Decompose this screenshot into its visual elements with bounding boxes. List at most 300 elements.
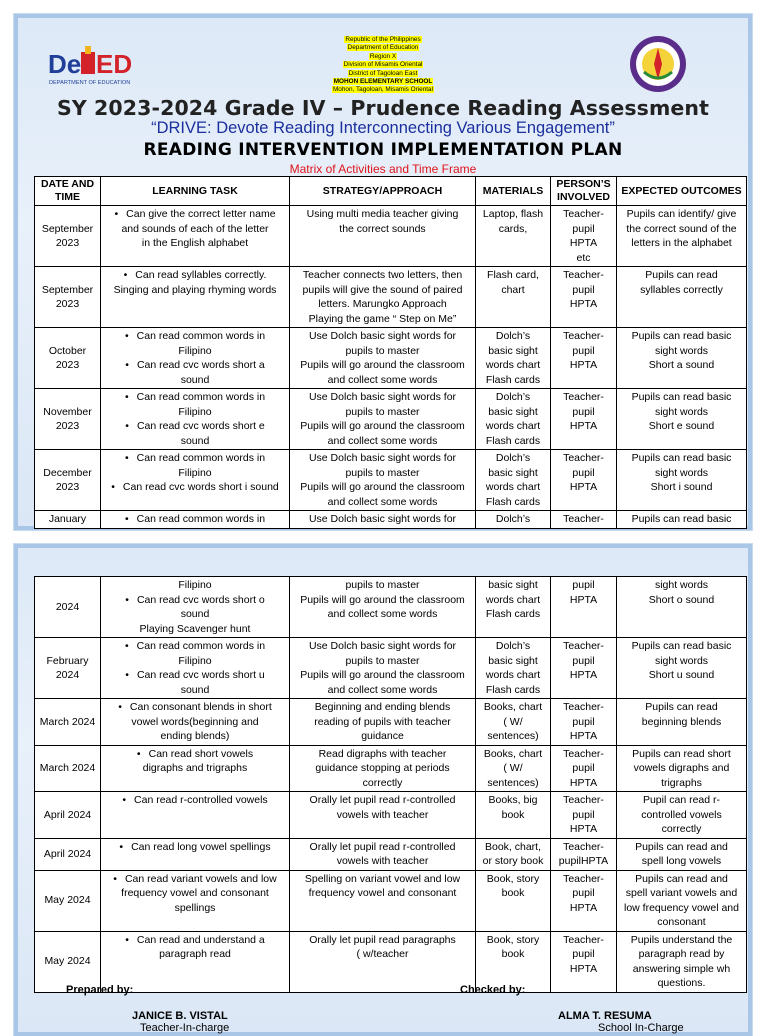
cell-line: words chart — [485, 669, 541, 681]
cell-line: pupil — [572, 283, 595, 296]
prepared-by-name: JANICE B. VISTAL — [132, 1010, 228, 1022]
cell-line: Pupils can read basic — [631, 330, 732, 342]
table-row — [35, 792, 747, 839]
cell-line: Use Dolch basic sight words for — [308, 640, 457, 652]
cell-line: Teacher- — [563, 391, 604, 403]
table-row — [35, 389, 747, 450]
cell-line: book — [501, 948, 525, 960]
date-cell: October 2023 — [35, 328, 101, 389]
cell-line: sight words — [654, 466, 709, 479]
learning-task-cell — [101, 389, 290, 450]
date-cell: March 2024 — [35, 745, 101, 792]
materials-cell — [476, 267, 551, 328]
cell-line: Dolch’s — [495, 452, 531, 464]
persons-cell — [551, 511, 617, 529]
cell-line: Short i sound — [650, 481, 713, 493]
cell-line: Pupils can identify/ give — [626, 208, 737, 220]
cell-line: Teacher- — [563, 513, 604, 525]
table-row — [35, 577, 747, 638]
cell-line: basic sight — [488, 654, 538, 667]
learning-task-cell — [101, 511, 290, 529]
materials-cell — [476, 450, 551, 511]
cell-line: etc — [576, 251, 591, 264]
cell-line: basic sight — [488, 405, 538, 418]
task-line: in the English alphabet — [141, 237, 249, 249]
learning-task-cell — [101, 206, 290, 267]
cell-line: Teacher- — [563, 794, 604, 806]
date-cell: September 2023 — [35, 267, 101, 328]
outcomes-cell — [617, 870, 747, 931]
persons-cell — [551, 838, 617, 870]
cell-line: Pupils can read and — [635, 872, 728, 885]
cell-line: book — [501, 887, 525, 899]
cell-line: Pupils can read basic — [631, 391, 732, 403]
cell-line: HPTA — [569, 776, 598, 789]
task-line: sound — [180, 373, 210, 386]
persons-cell — [551, 389, 617, 450]
table-row — [35, 931, 747, 992]
cell-line: cards, — [498, 222, 528, 235]
task-line: • Can read cvc words short u — [103, 668, 287, 683]
cell-line: spell variant vowels and — [625, 887, 738, 899]
table-header-row — [35, 177, 747, 206]
strategy-cell — [290, 577, 476, 638]
cell-line: Pupils can read basic — [631, 513, 732, 525]
learning-task-cell — [101, 745, 290, 792]
materials-cell — [476, 745, 551, 792]
persons-cell — [551, 450, 617, 511]
cell-line: vowels with teacher — [336, 808, 429, 821]
learning-task-cell — [101, 931, 290, 992]
cell-line: Dolch’s — [495, 640, 531, 652]
cell-line: Teacher- — [563, 872, 604, 885]
cell-line: answering simple wh — [632, 962, 731, 975]
task-line: • Can read cvc words short i sound — [103, 480, 287, 495]
date-cell: November 2023 — [35, 389, 101, 450]
cell-line: Dolch’s — [495, 513, 531, 525]
cell-line: sight words — [654, 579, 709, 591]
cell-line: chart — [501, 283, 525, 296]
cell-line: Pupils can read and — [635, 840, 728, 853]
strategy-cell — [290, 745, 476, 792]
cell-line: low frequency vowel and — [624, 901, 739, 914]
task-line: Singing and playing rhyming words — [113, 283, 277, 296]
learning-task-cell — [101, 870, 290, 931]
cell-line: the correct sounds — [339, 222, 426, 235]
cell-line: HPTA — [569, 593, 598, 606]
cell-line: pupils to master — [345, 466, 420, 479]
strategy-cell — [290, 267, 476, 328]
cell-line: Orally let pupil read paragraphs — [309, 933, 456, 946]
outcomes-cell — [617, 206, 747, 267]
materials-cell — [476, 638, 551, 699]
learning-task-cell — [101, 638, 290, 699]
column-header: LEARNING TASK — [101, 177, 290, 206]
task-line: ending blends) — [160, 730, 230, 742]
checked-by-name: ALMA T. RESUMA — [558, 1010, 652, 1022]
task-line: paragraph read — [159, 948, 231, 960]
task-line: Filipino — [178, 466, 212, 479]
learning-task-cell — [101, 328, 290, 389]
cell-line: questions. — [657, 977, 706, 989]
materials-cell — [476, 792, 551, 839]
cell-line: letters in the alphabet — [631, 237, 732, 249]
task-line: sound — [180, 608, 210, 620]
cell-line: Playing the game “ Step on Me” — [308, 312, 457, 325]
task-line: • Can read cvc words short o — [103, 593, 287, 608]
cell-line: Dolch’s — [495, 391, 531, 403]
cell-line: Short e sound — [648, 420, 715, 432]
task-line: vowel words(beginning and — [131, 715, 259, 728]
cell-line: controlled vowels — [641, 808, 722, 821]
cell-line: HPTA — [569, 823, 598, 835]
strategy-cell — [290, 870, 476, 931]
task-line: Playing Scavenger hunt — [139, 622, 251, 635]
cell-line: vowels with teacher — [336, 855, 429, 867]
task-line: • Can read short vowels — [103, 747, 287, 762]
prepared-by-title: Teacher-In-charge — [140, 1022, 230, 1034]
persons-cell — [551, 328, 617, 389]
cell-line: spell long vowels — [641, 855, 722, 867]
cell-line: Pupils will go around the classroom — [300, 481, 465, 493]
table-row — [35, 267, 747, 328]
table-row — [35, 870, 747, 931]
materials-cell — [476, 389, 551, 450]
cell-line: Use Dolch basic sight words for — [308, 513, 457, 525]
table-row — [35, 206, 747, 267]
cell-line: paragraph read by — [638, 948, 725, 960]
learning-task-cell — [101, 267, 290, 328]
cell-line: ( w/teacher — [356, 948, 409, 960]
svg-text:De: De — [48, 49, 82, 79]
cell-line: Pupils can read basic — [631, 640, 732, 652]
cell-line: consonant — [657, 916, 706, 928]
cell-line: pupils to master — [345, 654, 420, 667]
outcomes-cell — [617, 577, 747, 638]
cell-line: Short o sound — [648, 593, 715, 606]
persons-cell — [551, 577, 617, 638]
task-line: • Can read common words in — [103, 329, 287, 344]
cell-line: Pupils can read short — [632, 747, 731, 760]
cell-line: Use Dolch basic sight words for — [308, 391, 457, 403]
cell-line: Flash cards — [485, 373, 541, 386]
school-name: MOHON ELEMENTARY SCHOOL — [333, 78, 433, 86]
svg-text:DEPARTMENT OF EDUCATION: DEPARTMENT OF EDUCATION — [49, 80, 131, 86]
cell-line: HPTA — [569, 237, 598, 249]
column-header: EXPECTED OUTCOMES — [617, 177, 747, 206]
strategy-cell — [290, 511, 476, 529]
prepared-by-label: Prepared by: — [66, 984, 134, 996]
cell-line: guidance — [361, 730, 404, 742]
header-line: Division of Misamis Oriental — [343, 61, 423, 69]
cell-line: Pupils can read — [645, 269, 718, 281]
outcomes-cell — [617, 792, 747, 839]
strategy-cell — [290, 450, 476, 511]
cell-line: guidance stopping at periods — [315, 762, 450, 774]
cell-line: letters. Marungko Approach — [318, 298, 447, 310]
outcomes-cell — [617, 389, 747, 450]
cell-line: HPTA — [569, 298, 598, 310]
cell-line: and collect some words — [327, 683, 438, 696]
cell-line: Teacher- — [563, 701, 604, 713]
strategy-cell — [290, 206, 476, 267]
cell-line: Books, big — [488, 794, 538, 806]
materials-cell — [476, 511, 551, 529]
checked-by-label: Checked by: — [460, 984, 526, 996]
cell-line: Book, story — [486, 872, 540, 885]
cell-line: Short a sound — [648, 359, 715, 371]
cell-line: basic sight — [488, 579, 538, 591]
cell-line: HPTA — [569, 420, 598, 432]
date-cell: May 2024 — [35, 870, 101, 931]
outcomes-cell — [617, 511, 747, 529]
materials-cell — [476, 870, 551, 931]
outcomes-cell — [617, 328, 747, 389]
cell-line: Use Dolch basic sight words for — [308, 452, 457, 464]
cell-line: and collect some words — [327, 434, 438, 447]
cell-line: Flash cards — [485, 608, 541, 620]
cell-line: pupil — [572, 762, 595, 774]
date-cell: 2024 — [35, 577, 101, 638]
cell-line: or story book — [482, 855, 544, 867]
cell-line: and collect some words — [327, 608, 438, 620]
cell-line: sentences) — [487, 776, 539, 789]
task-line: Filipino — [178, 405, 212, 418]
cell-line: words chart — [485, 593, 541, 606]
outcomes-cell — [617, 931, 747, 992]
outcomes-cell — [617, 838, 747, 870]
agency-header — [18, 36, 748, 95]
cell-line: pupils to master — [345, 579, 420, 591]
task-line: Filipino — [178, 579, 212, 591]
cell-line: correctly — [362, 776, 403, 789]
cell-line: pupils to master — [345, 405, 420, 418]
table-row — [35, 328, 747, 389]
table-row — [35, 638, 747, 699]
cell-line: vowels digraphs and — [633, 762, 730, 774]
task-line: sound — [180, 683, 210, 696]
date-cell: April 2024 — [35, 792, 101, 839]
cell-line: Teacher- — [563, 840, 604, 853]
outcomes-cell — [617, 745, 747, 792]
table-row — [35, 511, 747, 529]
persons-cell — [551, 792, 617, 839]
header-line: Region X — [369, 52, 397, 60]
cell-line: Pupil can read r- — [642, 794, 721, 806]
learning-task-cell — [101, 577, 290, 638]
date-cell: April 2024 — [35, 838, 101, 870]
cell-line: sight words — [654, 654, 709, 667]
cell-line: Teacher- — [563, 452, 604, 464]
task-line: • Can read cvc words short a — [103, 358, 287, 373]
cell-line: Books, chart — [483, 747, 543, 760]
activity-matrix-table-continued — [34, 576, 747, 993]
cell-line: pupil — [572, 344, 595, 357]
task-line: frequency vowel and consonant — [121, 887, 269, 899]
materials-cell — [476, 838, 551, 870]
header-line: Department of Education — [347, 44, 419, 52]
cell-line: basic sight — [488, 466, 538, 479]
cell-line: the correct sound of the — [626, 222, 737, 235]
task-line: Filipino — [178, 654, 212, 667]
date-cell: September 2023 — [35, 206, 101, 267]
cell-line: Short u sound — [648, 669, 715, 681]
cell-line: Teacher- — [563, 747, 604, 760]
cell-line: and collect some words — [327, 495, 438, 508]
svg-text:ED: ED — [96, 49, 133, 79]
cell-line: frequency vowel and consonant — [308, 887, 457, 899]
cell-line: Read digraphs with teacher — [318, 747, 447, 760]
outcomes-cell — [617, 699, 747, 746]
task-line: • Can give the correct letter name — [103, 207, 287, 222]
learning-task-cell — [101, 838, 290, 870]
cell-line: Books, chart — [483, 701, 543, 713]
plan-title: READING INTERVENTION IMPLEMENTATION PLAN — [143, 140, 623, 160]
column-header: MATERIALS — [476, 177, 551, 206]
materials-cell — [476, 206, 551, 267]
cell-line: Teacher- — [563, 330, 604, 342]
date-cell: February 2024 — [35, 638, 101, 699]
school-address: Mohon, Tagoloan, Misamis Oriental — [332, 86, 434, 94]
cell-line: Pupils will go around the classroom — [300, 420, 465, 432]
cell-line: Spelling on variant vowel and low — [304, 872, 461, 885]
date-cell: December 2023 — [35, 450, 101, 511]
cell-line: book — [501, 808, 525, 821]
materials-cell — [476, 699, 551, 746]
cell-line: HPTA — [569, 481, 598, 493]
materials-cell — [476, 931, 551, 992]
column-header: DATE AND TIME — [35, 177, 101, 206]
table-row — [35, 699, 747, 746]
strategy-cell — [290, 792, 476, 839]
cell-line: Orally let pupil read r-controlled — [309, 794, 456, 806]
cell-line: ( W/ — [503, 715, 523, 728]
cell-line: Teacher- — [563, 208, 604, 220]
cell-line: Teacher- — [563, 933, 604, 946]
cell-line: pupil — [572, 887, 595, 899]
task-line: • Can read long vowel spellings — [103, 840, 287, 855]
learning-task-cell — [101, 450, 290, 511]
header-line: District of Tagoloan East — [348, 69, 418, 77]
cell-line: Pupils will go around the classroom — [300, 593, 465, 606]
date-cell: May 2024 — [35, 931, 101, 992]
materials-cell — [476, 328, 551, 389]
main-title: SY 2023-2024 Grade IV – Prudence Reading Assessment — [56, 96, 710, 120]
header-line: Republic of the Philippines — [345, 36, 421, 43]
cell-line: HPTA — [569, 730, 598, 742]
cell-line: Teacher connects two letters, then — [302, 269, 463, 281]
cell-line: Using multi media teacher giving — [306, 208, 459, 220]
cell-line: reading of pupils with teacher — [314, 715, 451, 728]
cell-line: Orally let pupil read r-controlled — [309, 840, 456, 853]
cell-line: Flash cards — [485, 434, 541, 447]
table-row — [35, 745, 747, 792]
cell-line: Book, story — [486, 933, 540, 946]
persons-cell — [551, 206, 617, 267]
column-header: STRATEGY/APPROACH — [290, 177, 476, 206]
cell-line: trigraphs — [661, 776, 702, 789]
document-page-1 — [14, 14, 752, 530]
cell-line: Laptop, flash — [482, 208, 544, 220]
task-line: • Can read r-controlled vowels — [103, 793, 287, 808]
persons-cell — [551, 638, 617, 699]
task-line: spellings — [174, 901, 216, 914]
task-line: sound — [180, 434, 210, 447]
cell-line: words chart — [485, 420, 541, 432]
learning-task-cell — [101, 699, 290, 746]
cell-line: HPTA — [569, 901, 598, 914]
cell-line: basic sight — [488, 344, 538, 357]
cell-line: pupil — [572, 948, 595, 960]
outcomes-cell — [617, 450, 747, 511]
strategy-cell — [290, 328, 476, 389]
cell-line: sight words — [654, 344, 709, 357]
materials-cell — [476, 577, 551, 638]
outcomes-cell — [617, 638, 747, 699]
cell-line: pupils to master — [345, 344, 420, 357]
cell-line: sight words — [654, 405, 709, 418]
cell-line: pupil — [572, 808, 595, 821]
checked-by-title: School In-Charge — [598, 1022, 684, 1034]
cell-line: pupil — [572, 466, 595, 479]
table-row — [35, 838, 747, 870]
cell-line: pupil — [572, 405, 595, 418]
cell-line: Pupils can read basic — [631, 452, 732, 464]
task-line: • Can read common words in — [103, 390, 287, 405]
cell-line: beginning blends — [641, 715, 722, 728]
task-line: • Can read variant vowels and low — [103, 872, 287, 887]
date-cell: March 2024 — [35, 699, 101, 746]
cell-line: and collect some words — [327, 373, 438, 386]
persons-cell — [551, 931, 617, 992]
activity-matrix-table — [34, 176, 747, 529]
task-line: • Can read common words in — [103, 451, 287, 466]
cell-line: Teacher- — [563, 640, 604, 652]
task-line: Filipino — [178, 344, 212, 357]
persons-cell — [551, 745, 617, 792]
persons-cell — [551, 699, 617, 746]
column-header: PERSON’S INVOLVED — [551, 177, 617, 206]
table-row — [35, 450, 747, 511]
matrix-label: Matrix of Activities and Time Frame — [289, 162, 477, 176]
task-line: • Can read syllables correctly. — [103, 268, 287, 283]
persons-cell — [551, 870, 617, 931]
cell-line: Flash cards — [485, 495, 541, 508]
cell-line: Pupils can read — [645, 701, 718, 713]
cell-line: Dolch’s — [495, 330, 531, 342]
cell-line: HPTA — [569, 962, 598, 975]
cell-line: pupil — [572, 654, 595, 667]
strategy-cell — [290, 931, 476, 992]
strategy-cell — [290, 838, 476, 870]
motto: “DRIVE: Devote Reading Interconnecting Various Engagement” — [151, 119, 615, 137]
cell-line: ( W/ — [503, 762, 523, 774]
task-line: digraphs and trigraphs — [142, 762, 248, 774]
task-line: and sounds of each of the letter — [121, 222, 269, 235]
task-line: • Can read common words in — [103, 512, 287, 527]
task-line: • Can read cvc words short e — [103, 419, 287, 434]
cell-line: pupils will give the sound of paired — [302, 283, 463, 296]
cell-line: sentences) — [487, 730, 539, 742]
date-cell: January — [35, 511, 101, 529]
cell-line: correctly — [661, 823, 702, 835]
strategy-cell — [290, 638, 476, 699]
cell-line: Pupils understand the — [630, 933, 733, 946]
cell-line: HPTA — [569, 669, 598, 681]
task-line: • Can consonant blends in short — [103, 700, 287, 715]
cell-line: Flash card, — [487, 269, 539, 281]
learning-task-cell — [101, 792, 290, 839]
